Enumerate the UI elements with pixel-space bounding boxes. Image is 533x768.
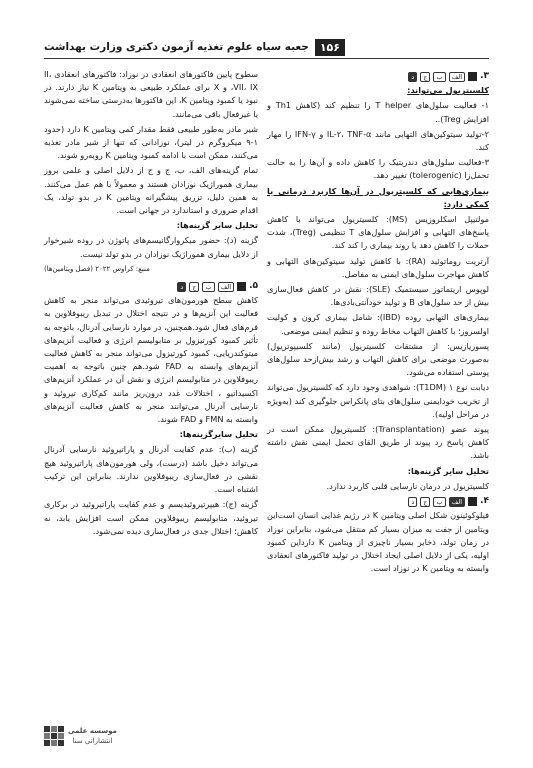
option-badge: ج bbox=[420, 497, 430, 507]
clotting-factors-paragraph bbox=[44, 68, 258, 121]
disease-ibd: بیماری‌های التهابی روده (IBD): شامل بیماری کرون و کولیت اولسروز؛ با کاهش التهاب مخاط روده و تنظیم ایمنی موضعی. bbox=[267, 312, 489, 336]
question-3-header bbox=[267, 70, 489, 83]
question-4-header bbox=[267, 495, 489, 508]
option-d-analysis: گزینه (د): حضور میکروارگانیسم‌های پاتوژن در روده شیرخوار از دلایل بیماری هموراژیک نوزادان در بدو تولد نیست. bbox=[44, 235, 258, 259]
question-4-number: ۴. bbox=[480, 496, 489, 507]
disease-ms: مولتیپل اسکلروزیس (MS): کلسیتریول می‌تواند با کاهش پاسخ‌های التهابی و افزایش سلول‌های T تنظیمی (Treg)، شدت حملات را کاهش دهد یا روند بیماری را کند کند. bbox=[267, 214, 490, 251]
correct-option-badge: الف bbox=[449, 497, 466, 507]
option-badge: الف bbox=[449, 72, 466, 82]
summary-paragraph: تمام گزینه‌های الف، ب، ج و ج از دلایل اصلی و علمی بروز بیماری هموراژیک نوزادان هستند و معمولاً با هم عمل می‌کنند. به همین دلیل، تزریق پیشگیرانه ویتامین K در بدو تولد، یک اقدام ضروری و استاندارد در جهانی است. bbox=[44, 165, 258, 216]
publisher-logo bbox=[44, 720, 134, 752]
source-citation: منبع: کراوس ۲۰۲۲ (فصل ویتامین‌ها) bbox=[44, 264, 150, 273]
page-number: ۱۵۶ bbox=[315, 39, 345, 56]
other-options-heading: تحلیل سایر گزینه‌ها: bbox=[176, 220, 258, 231]
logo-icon bbox=[44, 726, 64, 746]
logo-line-1: موسسه علمی bbox=[68, 727, 117, 735]
left-column bbox=[44, 68, 258, 540]
square-icon bbox=[468, 72, 477, 81]
disease-ra: آرتریت روماتوئید (RA): با کاهش تولید سیتوکین‌های التهابی و کاهش مهاجرت سلول‌های ایمنی به مفاصل. bbox=[267, 255, 489, 279]
question-5-number: ۵. bbox=[249, 281, 258, 292]
option-b-analysis: گزینه (ب): عدم کفایت آدرنال و پاراتیروئید نارسایی آدرنال می‌تواند دخیل باشد (درست)، ولی هورمون‌های پاراتیروئید هیچ نقشی در فعال‌سازی ریبوفلاوین ندارند. بنابراین این ترکیب اشتباه است. bbox=[44, 444, 258, 495]
option-badge: ج bbox=[420, 72, 430, 82]
question-3-number: ۳. bbox=[480, 71, 489, 81]
disease-sle: لوپوس اریتماتوز سیستمیک (SLE): نقش در کاهش فعال‌سازی بیش از حد سلول‌های B و تولید خودآنتی‌بادی‌ها. bbox=[267, 284, 489, 308]
clotting-factors-text: سطوح پایین فاکتورهای انعقادی در نوزاد: فاکتورهای انعقادی II، VII، IX، و X برای عملکرد طبیعی به ویتامین K نیاز دارند. در نبود یا کمبود ویتامین K، این فاکتورها به‌درستی ساخته نمی‌شوند یا غیرفعال باقی می‌مانند. bbox=[44, 69, 259, 119]
option-badge: ج bbox=[189, 282, 199, 292]
correct-option-badge: د bbox=[408, 72, 417, 82]
option-badge: ب bbox=[202, 282, 214, 292]
header-title: جعبه سیاه علوم تغذیه آزمون دکتری وزارت بهداشت bbox=[44, 41, 309, 53]
option-badge: د bbox=[408, 497, 417, 507]
q5-other-options-heading: تحلیل سایرگزینه‌ها: bbox=[179, 429, 258, 440]
q3-other-options-heading: تحلیل سایر گزینه‌ها: bbox=[407, 465, 489, 476]
right-column bbox=[267, 68, 489, 577]
square-icon bbox=[237, 282, 246, 291]
correct-option-badge: د bbox=[177, 282, 186, 292]
option-badge: الف bbox=[218, 282, 235, 292]
q3-option-3: ۳-فعالیت سلول‌های دندریتیک را کاهش داده و آن‌ها را به حالت تحمل‌زا (tolerogenic) تغییر دهد. bbox=[267, 157, 489, 181]
breast-milk-paragraph: شیر مادر به‌طور طبیعی فقط مقدار کمی ویتامین K دارد (حدود ۱-۹ میکروگرم در لیتر)، نوزادانی که تنها از شیر مادر تغذیه می‌کنند، ممکن است با ادامه کمبود ویتامین K روبه‌رو شوند. bbox=[44, 123, 258, 161]
disease-transplant: پیوند عضو (Transplantation): کلسیتریول ممکن است در کاهش پاسخ رد پیوند از طریق القای تحمل ایمنی نقش داشته باشد. bbox=[267, 424, 489, 461]
diseases-heading: بیماری‌هایی که کلسیتریول در آن‌ها کاربرد درمانی یا کمکی دارد: bbox=[267, 185, 489, 209]
option-badge: ب bbox=[433, 497, 445, 507]
q3-heading: کلسیتریول می‌تواند: bbox=[407, 85, 489, 96]
question-5-header bbox=[44, 280, 258, 293]
q3-option-1: ۱- فعالیت سلول‌های T helper را تنظیم کند (کاهش Th1 و افزایش Treg).. bbox=[267, 100, 489, 124]
q4-explanation: فیلوکوئینون شکل اصلی ویتامین K در رژیم غذایی انسان است‌این ویتامین از جفت به میزان بسیار کم منتقل می‌شود، بنابراین نوزاد در زمان تولد، ذخایر بسیار ناچیزی از ویتامین K دارد‌این کمبود اولیه، یکی از دلایل اصلی ایجاد اختلال در تولید فاکتورهای انعقادی وابسته به ویتامین K در نوزاد است. bbox=[267, 510, 489, 574]
square-icon bbox=[468, 497, 477, 506]
page-header bbox=[44, 36, 489, 59]
disease-psoriasis: پسوریازیس: از مشتقات کلسیتریول (مانند کلسیپوتریول) به‌صورت موضعی برای کاهش التهاب و رشد بیش‌ازحد سلول‌های پوستی استفاده می‌شود. bbox=[267, 340, 489, 378]
logo-line-2: انتشاراتی سنا bbox=[72, 737, 113, 745]
q3-other-options-text: کلسیتریول در درمان نارسایی قلبی کاربرد ندارد. bbox=[326, 480, 489, 491]
disease-t1dm: دیابت نوع ۱ (T1DM): شواهدی وجود دارد که کلسیتریول می‌تواند از تخریب خودایمنی سلول‌های بتای پانکراس جلوگیری کند (به‌ویژه در مراحل اولیه). bbox=[267, 382, 490, 419]
logo-text bbox=[68, 726, 117, 746]
q3-option-2: ۲-تولید سیتوکین‌های التهابی مانند IL-۲، TNF-α و IFN-γ را مهار کند. bbox=[267, 128, 489, 153]
option-badge: ب bbox=[433, 72, 445, 82]
q5-explanation: کاهش سطح هورمون‌های تیروئیدی می‌تواند منجر به کاهش فعالیت این آنزیم‌ها و در نتیجه اختلال در تبدیل ریبوفلاوین به فرم‌های فعال شود.همچنین، در موارد نارسایی آدرنال، باتوجه به تأثیر کمبود کورتیزول بر متابولیسم انرژی و فعالیت آنزیم‌های میتوکندریایی، کمبود کورتیزول می‌تواند منجر به کاهش فعالیت آنزیم‌های وابسته به FAD شود.هم چنین باتوجه به اهمیت ریبوفلاوین در متابولیسم انرژی و نقش آن در عملکرد آنزیم‌های اکسیداتیو ، اختلالات غدد درون‌ریز مانند کم‌کاری تیروئید و نارسایی آدرنال می‌توانند منجر به کاهش فعالیت آنزیم‌های وابسته به FMN و FAD شوند. bbox=[44, 295, 259, 425]
option-c-analysis: گزینه (ج): هیپرتیروئیدیسم و عدم کفایت پاراتیروئید در برکاری تیروئید، متابولیسم ریبوفلاوین ممکن است افزایش یابد، نه کاهش؛ اختلال جدی در فعال‌سازی دیده نمی‌شود. bbox=[44, 499, 258, 536]
